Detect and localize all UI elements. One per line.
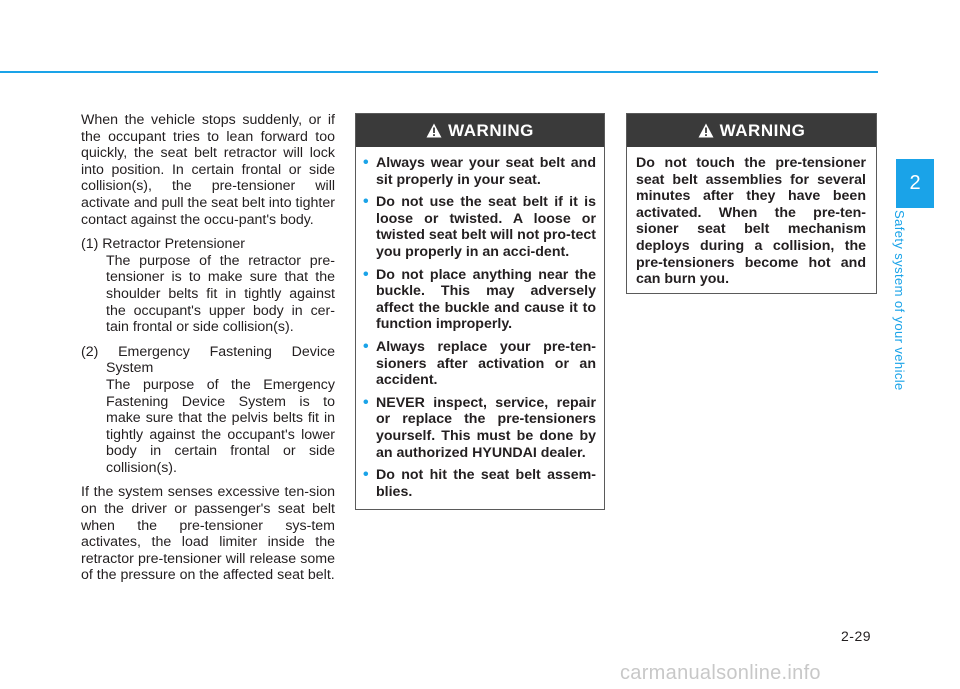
warning-box-right [626,113,877,294]
warning-bullet: • NEVER inspect, service, repair or replace the pre-tensioners yourself. This must be done by an authorized HYUNDAI dealer. [363,393,596,461]
warning-bullet: • Do not place anything near the buckle. This may adversely affect the buckle and cause it to function improperly. [363,265,596,333]
warning-body [627,147,876,288]
chapter-tab [896,159,934,208]
item-body-retractor: The purpose of the retractor pre-tensioner is to make sure that the shoulder belts fit in tightly against the occupant's upper body in cer-tain frontal or side collision(s). [106,252,335,336]
bullet-icon: • [363,466,369,484]
top-rule [0,71,878,73]
chapter-title: Safety system of your vehicle [892,210,907,391]
warning-header [627,114,876,147]
closing-paragraph: If the system senses excessive ten-sion on the driver or passenger's seat belt when the pre-tensioner sys-tem activates, the load limiter inside the retractor pre-tensioner will release some of the pressure on the affected seat belt. [81,484,335,584]
bullet-icon: • [363,337,369,355]
warning-bullet: • Do not hit the seat belt assem-blies. [363,466,596,500]
page-number: 2-29 [841,628,872,644]
warning-bullet: • Always wear your seat belt and sit properly in your seat. [363,154,596,188]
warning-bullet: • Do not use the seat belt if it is loose or twisted. A loose or twisted seat belt will not pro-tect you properly in an acci-dent. [363,193,596,260]
item-body-emergency: The purpose of the Emergency Fastening Device System is to make sure that the pelvis belts fit in tightly against the occupant's lower body in certain frontal or side collision(s). [106,376,335,476]
warning-body [356,147,604,500]
warning-bullet-list [363,154,596,500]
warning-title: WARNING [448,120,534,140]
chapter-number: 2 [909,172,921,194]
intro-paragraph: When the vehicle stops suddenly, or if the occupant tries to lean forward too quickly, the seat belt retractor will lock into position. In certain frontal or side collision(s), the pre-tensioner will activate and pull the seat belt into tighter contact against the occu-pant's body. [81,112,335,228]
warning-bullet: • Always replace your pre-ten-sioners after activation or an accident. [363,337,596,389]
main-text-column [81,112,335,592]
footer-watermark: carmanualsonline.info [620,662,821,684]
bullet-icon: • [363,393,369,411]
bullet-icon: • [363,154,369,171]
warning-triangle-icon [698,123,714,138]
warning-box-left [355,113,605,510]
warning-triangle-icon [426,123,442,138]
warning-text: Do not touch the pre-tensioner seat belt assemblies for several minutes after they have been activated. When the pre-ten-sioner seat belt mechanism deploys during a collision, the pre-tensioners become hot and can burn you. [636,155,866,288]
bullet-icon: • [363,265,369,283]
item-heading-emergency: (2) Emergency Fastening Device System [81,343,335,377]
bullet-icon: • [363,193,369,211]
warning-title: WARNING [719,120,806,140]
warning-header [356,114,604,147]
item-heading-retractor: (1) Retractor Pretensioner [81,236,246,253]
